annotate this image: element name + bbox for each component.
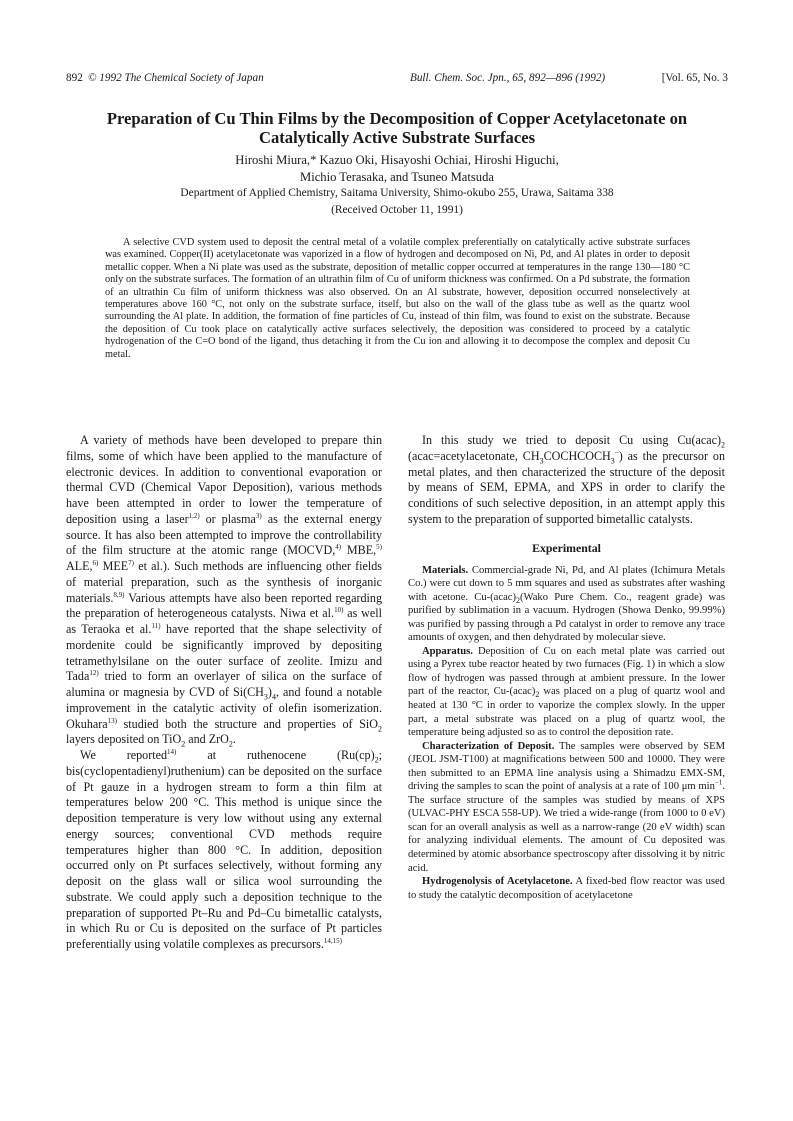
hydrogenolysis-paragraph: Hydrogenolysis of Acetylacetone. A fixed-bed flow reactor was used to study the catalytic decomposition of acetylacetone xyxy=(408,876,725,901)
citation: 1,2) xyxy=(188,511,200,520)
citation: 7) xyxy=(128,558,134,567)
author-line-1: Hiroshi Miura,* Kazuo Oki, Hisayoshi Ochiai, Hiroshi Higuchi, xyxy=(235,153,559,167)
left-column xyxy=(66,433,382,953)
right-column xyxy=(408,433,725,902)
received-date: (Received October 11, 1991) xyxy=(331,204,463,216)
runin-heading: Characterization of Deposit. xyxy=(422,740,555,752)
citation: 14) xyxy=(167,747,177,756)
intro-paragraph-2: We reported$^{14)}$ at ruthenocene ($Ru(cp)_2$; bis(cyclopentadienyl)ruthenium) can be deposited on the surface of Pt gauze in a hydrogen stream to form a thin film at temperatures below 200 °C. This method is unique since the deposition temperature is very low without using any external energy sources; conventional CVD methods require temperatures higher than 800 °C. In addition, deposition occurred only on Pt surfaces selectively, without forming any deposit on the glass wall or silica wool surrounding the substrate. We could apply such a deposition technique to the preparation of supported Pt–Ru and Pd–Cu bimetallic catalysts, in which Ru or Cu is deposited on the surface of Pt particles preferentially using volatile complexes as precursors.$^{14,15)}$ xyxy=(66,747,382,951)
citation: 8,9) xyxy=(113,590,125,599)
author-line-2: Michio Terasaka, and Tsuneo Matsuda xyxy=(300,170,494,184)
volume-issue: [Vol. 65, No. 3 xyxy=(661,72,728,84)
intro-paragraph-3: In this study we tried to deposit Cu using $Cu(acac)_2$ (acac=acetylacetonate, $CH_3COCHCOCH_3^-$) as the precursor on metal plates, and then characterized the structure of the deposit by means of SEM, EPMA, and XPS in order to clarify the conditions of such selective deposition, in an attempt apply this system to the preparation of supported bimetallic catalysts. xyxy=(408,433,725,526)
article-title: Preparation of Cu Thin Films by the Decomposition of Copper Acetylacetonate on Catalytically Active Substrate Surfaces xyxy=(106,109,688,147)
citation: 12) xyxy=(89,669,99,678)
characterization-paragraph: Characterization of Deposit. The samples were observed by SEM (JEOL JSM-T100) at magnifications between 500 and 10000. They were then submitted to an EPMA line analysis using a Shimadzu EMX-SM, driving the samples to scan the point of analysis at a rate of 100 μm $\min^{-1}$. The surface structure of the samples was studied by means of XPS (ULVAC-PHY ESCA 558-UP). We tried a wide-range (from 1000 to 0 eV) scan for an overall analysis as well as a narrow-range (20 eV width) scan for analyzing individual elements. The amount of Cu deposited was determined by atomic absorbance spectroscopy after dissolving it by nitric acid. xyxy=(408,740,725,874)
citation: 3) xyxy=(255,511,262,520)
citation: 11) xyxy=(151,621,161,630)
abstract: A selective CVD system used to deposit the central metal of a volatile complex preferentially on catalytically active substrate surfaces was examined. Copper(II) acetylacetonate was vaporized in a flow of hydrogen and decomposed on Ni, Pd, and Al plates in order to deposit metallic copper. When a Ni plate was used as the substrate, deposition of metallic copper occurred at temperatures in the range 130—180 °C only on the substrate surfaces. The formation of an ultrathin film of Cu of uniform thickness was confirmed. On a Pd substrate, the formation of an ultrathin Cu film of uniform thickness was also observed. On an Al substrate, however, deposition occurred nonselectively at temperatures above 160 °C, not only on the substrate surface, itself, but also on the wall of the glass tube as well as the quartz wool surrounding the Al plate. In addition, the formation of fine particles of Cu, instead of thin film, was found to exist on the substrate. Because the deposition of Cu took place on catalytically active surfaces selectively, the deposition was considered to proceed by a catalytic hydrogenation of the C=O bond of the ligand, thus detaching it from the Cu ion and allowing it to decompose the complex and deposit Cu metal. xyxy=(105,237,690,360)
intro-paragraph-1: A variety of methods have been developed to prepare thin films, some of which have been applied to the manufacture of electronic devices. In addition to conventional evaporation or thermal CVD (Chemical Vapor Deposition), various methods have been attempted in order to lower the temperature of deposition using a laser$^{1,2)}$ or plasma$^{3)}$ as the external energy source. It has also been attempted to improve the controllability of the film structure at the atomic range (MOCVD,$^{4)}$ MBE,$^{5)}$ ALE,$^{6)}$ MEE$^{7)}$ et al.). Such methods are influencing other fields of material preparation, such as the synthesis of inorganic materials.$^{8,9)}$ Various attempts have also been reported regarding the preparation of heterogeneous catalysts. Niwa et al.$^{10)}$ as well as Teraoka et al.$^{11)}$ have reported that the shape selectivity of mordenite could be significantly improved by depositing tetramethylsilane on the outer surface of zeolite. Imizu and Tada$^{12)}$ tried to form an overlayer of silica on the surface of alumina or magnesia by CVD of $Si(CH_3)_4$, and found a notable improvement in the catalytic activity of olefin isomerization. Okuhara$^{13)}$ studied both the structure and properties of SiO$_2$ layers deposited on TiO$_2$ and ZrO$_2$. xyxy=(66,433,383,749)
runin-heading: Hydrogenolysis of Acetylacetone. xyxy=(422,876,573,888)
citation: 14,15) xyxy=(323,936,343,945)
author-list xyxy=(66,152,728,186)
experimental-section xyxy=(408,564,725,903)
runin-heading: Apparatus. xyxy=(422,645,473,657)
citation: 10) xyxy=(334,606,344,615)
citation: 4) xyxy=(335,543,342,552)
citation: 6) xyxy=(92,558,99,567)
citation: 13) xyxy=(107,716,117,725)
citation: 5) xyxy=(376,543,382,552)
runin-heading: Materials. xyxy=(422,564,469,576)
materials-paragraph: Materials. Commercial-grade Ni, Pd, and Al plates (Ichimura Metals Co.) were cut down to 5 mm squares and used as substrates after washing with acetone. $Cu-(acac)_2(Wako$ Pure Chem. Co., reagent grade) was purified by sublimation in a vacuum. Hydrogen (Showa Denko, 99.99%) was purified by passing through a Pd catalyst in order to remove any trace amounts of oxygen, and then dehydrated by molecular sieve. xyxy=(408,564,725,644)
apparatus-paragraph: Apparatus. Deposition of Cu on each metal plate was carried out using a Pyrex tube reactor heated by two furnaces (Fig. 1) in which a slow flow of hydrogen was passed through at ambient pressure. In the lower part of the reactor, $Cu-(acac)_2$ was placed on a plug of quartz wool and heated at 130 °C in order to vaporize the complex slowly. In the upper part, a metal substrate was placed on a plug of quartz wool, the temperature being adjusted so as to control the deposition rate. xyxy=(408,645,725,739)
page-number: 892 xyxy=(66,72,83,84)
section-heading-experimental: Experimental xyxy=(532,540,601,555)
copyright-notice: © 1992 The Chemical Society of Japan xyxy=(88,72,264,84)
affiliation: Department of Applied Chemistry, Saitama University, Shimo-okubo 255, Urawa, Saitama 338 xyxy=(180,187,614,199)
journal-reference: Bull. Chem. Soc. Jpn., 65, 892—896 (1992) xyxy=(410,72,606,84)
running-header xyxy=(66,72,728,88)
